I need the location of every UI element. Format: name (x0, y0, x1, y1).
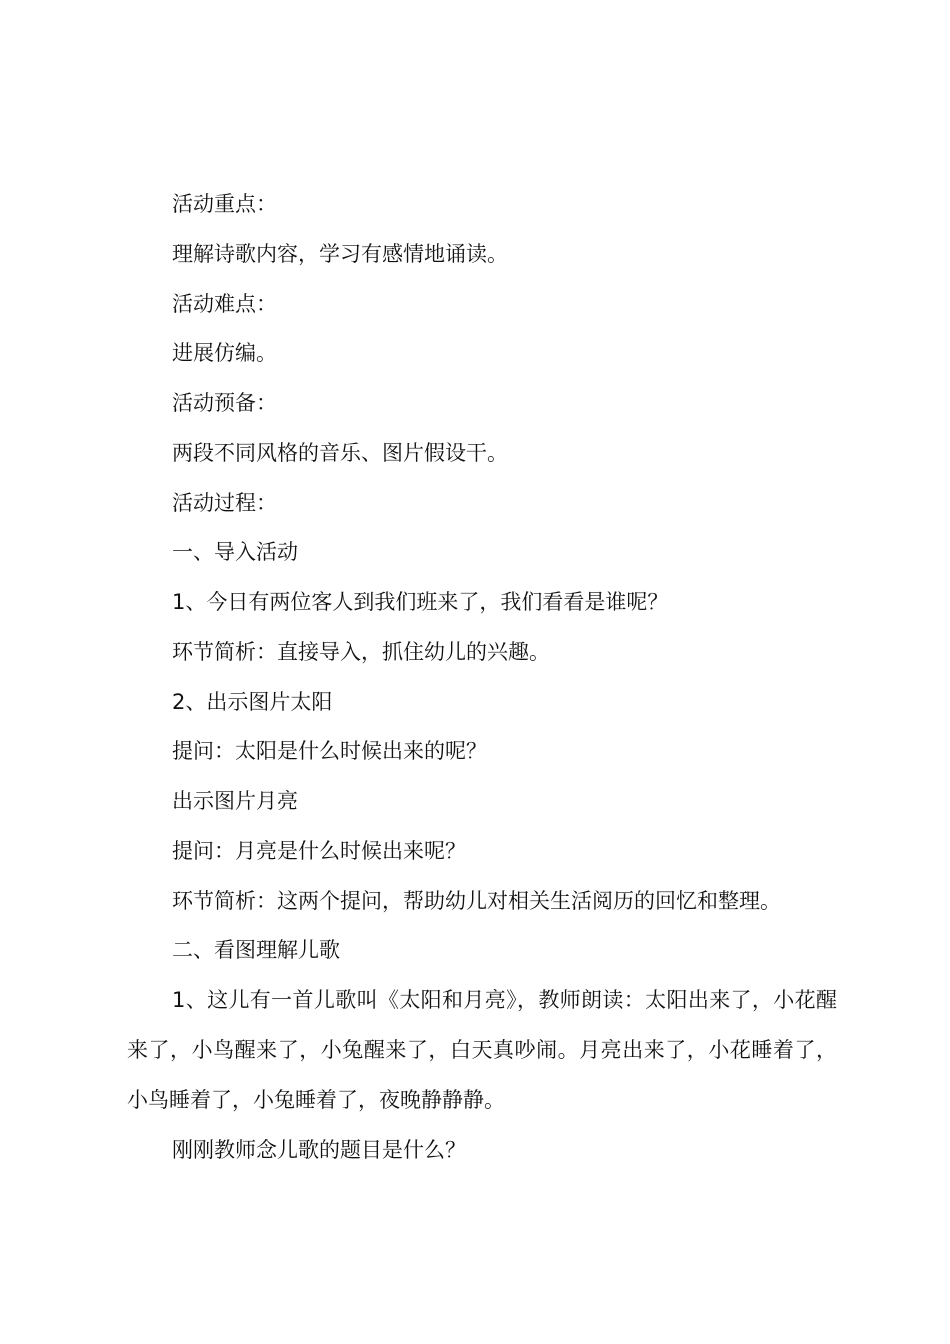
paragraph: 一、导入活动 (172, 540, 298, 564)
paragraph: 刚刚教师念儿歌的题目是什么？ (172, 1138, 466, 1162)
paragraph: 二、看图理解儿歌 (172, 938, 340, 962)
paragraph: 进展仿编。 (172, 341, 277, 365)
paragraph: 活动重点： (172, 192, 277, 216)
paragraph: 提问：太阳是什么时候出来的呢？ (172, 739, 487, 763)
paragraph: 环节简析：直接导入，抓住幼儿的兴趣。 (172, 640, 550, 664)
paragraph: 理解诗歌内容，学习有感情地诵读。 (172, 242, 508, 266)
paragraph: 2、出示图片太阳 (172, 690, 333, 714)
paragraph: 1、今日有两位客人到我们班来了，我们看看是谁呢？ (172, 590, 669, 614)
paragraph: 环节简析：这两个提问，帮助幼儿对相关生活阅历的回忆和整理。 (172, 889, 781, 913)
paragraph: 活动过程： (172, 491, 277, 515)
paragraph: 活动预备： (172, 391, 277, 415)
paragraph: 提问：月亮是什么时候出来呢？ (172, 839, 466, 863)
paragraph: 活动难点： (172, 292, 277, 316)
paragraph: 出示图片月亮 (172, 789, 298, 813)
paragraph: 两段不同风格的音乐、图片假设干。 (172, 441, 508, 465)
paragraph: 1、这儿有一首儿歌叫《太阳和月亮》，教师朗读：太阳出来了，小花醒来了，小鸟醒来了，小兔醒来了，白天真吵闹。月亮出来了，小花睡着了，小鸟睡着了，小兔睡着了，夜晚静静静。 (127, 988, 837, 1112)
